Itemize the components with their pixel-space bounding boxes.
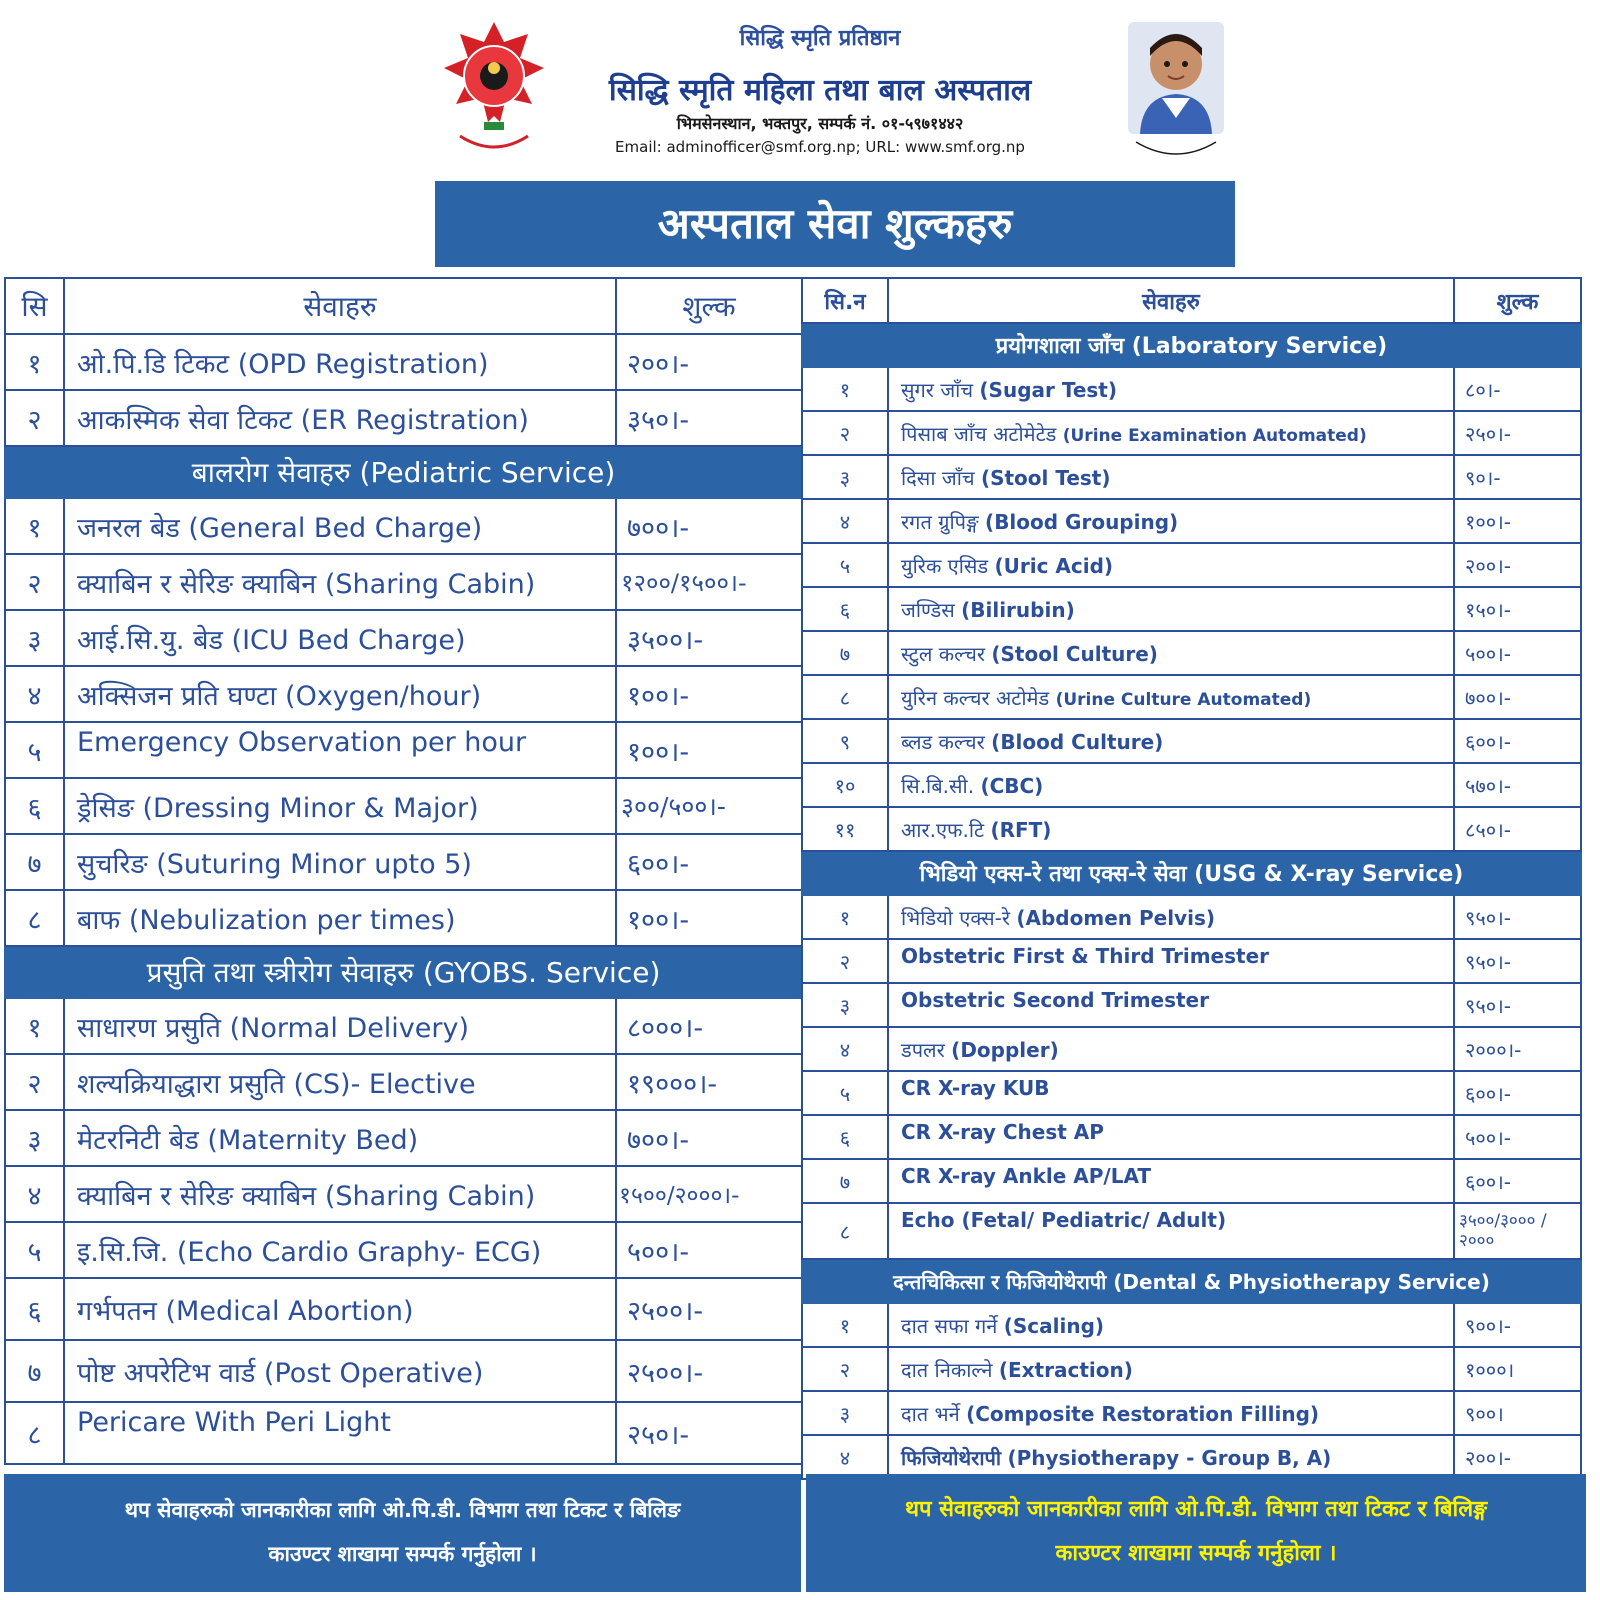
row-sn: ७: [5, 1340, 64, 1402]
table-row: [802, 1347, 1581, 1391]
section-title: प्रसुति तथा स्त्रीरोग सेवाहरु (GYOBS. Service): [5, 946, 802, 998]
row-sn: ९: [802, 719, 888, 763]
row-sn: २: [802, 1347, 888, 1391]
row-service: [888, 499, 1454, 543]
service-name-nepali: आर.एफ.टि: [901, 817, 985, 842]
service-name-english: (Dressing Minor & Major): [142, 792, 479, 824]
row-fee: २००।-: [1454, 543, 1581, 587]
row-fee: १००।-: [616, 666, 802, 722]
table-row: [5, 998, 802, 1054]
service-name-english: CR X-ray Chest AP: [901, 1120, 1104, 1144]
section-title: प्रयोगशाला जाँच (Laboratory Service): [802, 323, 1581, 367]
section-title: बालरोग सेवाहरु (Pediatric Service): [5, 446, 802, 498]
service-name-english: (Blood Grouping): [985, 509, 1179, 534]
row-service: [888, 983, 1454, 1027]
row-service: [888, 543, 1454, 587]
row-service: [64, 498, 616, 554]
row-service: [64, 1110, 616, 1166]
column-header-fee: शुल्क: [1454, 278, 1581, 323]
row-service: [888, 1391, 1454, 1435]
row-service: [888, 1303, 1454, 1347]
column-header-fee: शुल्क: [616, 278, 802, 334]
row-sn: ४: [5, 666, 64, 722]
row-sn: १: [5, 334, 64, 390]
table-row: [802, 719, 1581, 763]
service-name-english: (Sharing Cabin): [324, 1180, 536, 1212]
row-sn: ६: [802, 587, 888, 631]
service-name-english: (Medical Abortion): [165, 1295, 414, 1327]
service-name-english: (Normal Delivery): [229, 1012, 470, 1044]
service-name-english: (ER Registration): [300, 404, 529, 436]
row-sn: १: [802, 367, 888, 411]
row-fee: ३५०।-: [616, 390, 802, 446]
row-sn: ७: [802, 1159, 888, 1203]
service-name-nepali: आकस्मिक सेवा टिकट: [77, 404, 293, 436]
service-name-english: (Abdomen Pelvis): [1016, 905, 1215, 930]
section-header-laboratory: [802, 323, 1581, 367]
row-fee: ९०।-: [1454, 455, 1581, 499]
row-service: [888, 1347, 1454, 1391]
service-name-english: (Sharing Cabin): [324, 568, 536, 600]
row-fee: ६००।-: [616, 834, 802, 890]
row-fee: ९५०।-: [1454, 983, 1581, 1027]
service-name-english: (Scaling): [1003, 1313, 1105, 1338]
table-row: [5, 890, 802, 946]
table-row: [5, 1340, 802, 1402]
row-sn: २: [802, 939, 888, 983]
service-name-nepali: आई.सि.यु. बेड: [77, 624, 223, 656]
section-header-gyobs: [5, 946, 802, 998]
row-fee: १५००/२०००।-: [616, 1166, 802, 1222]
row-service: [888, 411, 1454, 455]
service-name-nepali: दिसा जाँच: [901, 465, 975, 490]
row-sn: ८: [802, 675, 888, 719]
row-fee: ६००।-: [1454, 719, 1581, 763]
table-row: [802, 895, 1581, 939]
service-name-nepali: युरिक एसिड: [901, 553, 989, 578]
row-fee: २५०।-: [1454, 411, 1581, 455]
row-sn: ८: [802, 1203, 888, 1259]
service-name-nepali: ड्रेसिङ: [77, 792, 134, 824]
hospital-name: सिद्धि स्मृति महिला तथा बाल अस्पताल: [608, 73, 1032, 108]
table-row: [5, 1402, 802, 1464]
table-row: [5, 834, 802, 890]
table-header-row: [802, 278, 1581, 323]
service-name-nepali: शल्यक्रियाद्धारा प्रसुति: [77, 1068, 285, 1100]
service-name-nepali: जण्डिस: [901, 597, 955, 622]
service-name-english: (Stool Culture): [991, 641, 1158, 666]
row-fee: २५००।-: [616, 1340, 802, 1402]
row-fee: ९५०।-: [1454, 939, 1581, 983]
table-row: [5, 1110, 802, 1166]
row-service: [888, 1115, 1454, 1159]
service-name-english: (Urine Examination Automated): [1062, 425, 1367, 446]
service-name-english: (Extraction): [998, 1357, 1133, 1382]
row-service: [64, 1166, 616, 1222]
hospital-contact: Email: adminofficer@smf.org.np; URL: www.smf.org.np: [615, 138, 1025, 156]
service-name-english: (OPD Registration): [237, 348, 489, 380]
row-sn: ७: [802, 631, 888, 675]
section-header-pediatric: [5, 446, 802, 498]
service-name-nepali: सि.बि.सी.: [901, 773, 975, 798]
row-sn: १: [802, 1303, 888, 1347]
row-sn: ४: [802, 499, 888, 543]
service-name-nepali: सुगर जाँच: [901, 377, 974, 402]
row-service: [64, 610, 616, 666]
service-name-english: (Nebulization per times): [128, 904, 456, 936]
row-service: [888, 1071, 1454, 1115]
row-fee: २००।-: [616, 334, 802, 390]
row-sn: २: [5, 1054, 64, 1110]
row-fee: ७००।-: [1454, 675, 1581, 719]
column-header-service: सेवाहरु: [888, 278, 1454, 323]
row-fee: ३५००।-: [616, 610, 802, 666]
row-service: [64, 390, 616, 446]
row-service: [64, 778, 616, 834]
service-name-nepali: युरिन कल्चर अटोमेड: [901, 685, 1050, 710]
row-fee: ३००/५००।-: [616, 778, 802, 834]
child-portrait-icon: [1122, 18, 1230, 168]
table-row: [802, 1303, 1581, 1347]
service-name-english: (CBC): [980, 773, 1044, 798]
table-row: [802, 543, 1581, 587]
service-name-nepali: फिजियोथेरापी: [901, 1445, 1002, 1470]
row-service: [888, 587, 1454, 631]
service-name-nepali: ओ.पि.डि टिकट: [77, 348, 230, 380]
table-row: [802, 1027, 1581, 1071]
row-sn: २: [5, 390, 64, 446]
row-sn: २: [802, 411, 888, 455]
service-name-nepali: पिसाब जाँच अटोमेटेड: [901, 421, 1057, 446]
service-name-english: (Composite Restoration Filling): [966, 1401, 1320, 1426]
row-fee: १५०।-: [1454, 587, 1581, 631]
table-row: [5, 1054, 802, 1110]
table-row: [5, 1222, 802, 1278]
lotus-logo-icon: [440, 18, 548, 168]
row-sn: ५: [5, 1222, 64, 1278]
table-row: [802, 1071, 1581, 1115]
row-fee: ८०००।-: [616, 998, 802, 1054]
service-name-nepali: इ.सि.जि.: [77, 1236, 169, 1268]
row-fee: ६००।-: [1454, 1159, 1581, 1203]
section-title: भिडियो एक्स-रे तथा एक्स-रे सेवा (USG & X-ray Service): [802, 851, 1581, 895]
row-sn: ३: [802, 983, 888, 1027]
row-fee: ८०।-: [1454, 367, 1581, 411]
row-sn: ७: [5, 834, 64, 890]
hospital-address: भिमसेनस्थान, भक्तपुर, सम्पर्क नं. ०१-५९७१४४२: [676, 114, 964, 133]
service-name-english: (RFT): [990, 817, 1052, 842]
service-name-english: (Post Operative): [263, 1357, 484, 1389]
service-name-nepali: रगत ग्रुपिङ्ग: [901, 509, 979, 534]
service-name-english: (ICU Bed Charge): [231, 624, 466, 656]
table-row: [802, 675, 1581, 719]
page-header: [0, 0, 1600, 178]
service-name-nepali: अक्सिजन प्रति घण्टा: [77, 680, 277, 712]
service-name-english: CR X-ray Ankle AP/LAT: [901, 1164, 1152, 1188]
service-name-nepali: भिडियो एक्स-रे: [901, 905, 1011, 930]
row-sn: ५: [802, 1071, 888, 1115]
row-sn: ५: [5, 722, 64, 778]
table-row: [5, 498, 802, 554]
row-service: [64, 998, 616, 1054]
service-name-nepali: क्याबिन र सेरिङ क्याबिन: [77, 568, 317, 600]
left-fee-table: [4, 277, 803, 1465]
service-name-nepali: मेटरनिटी बेड: [77, 1124, 199, 1156]
section-title: दन्तचिकित्सा र फिजियोथेरापी (Dental & Physiotherapy Service): [802, 1259, 1581, 1303]
row-fee: १०००।: [1454, 1347, 1581, 1391]
row-service: [888, 675, 1454, 719]
service-name-nepali: सुचरिङ: [77, 848, 148, 880]
service-name-english: (Maternity Bed): [207, 1124, 419, 1156]
row-service: [888, 939, 1454, 983]
row-fee: ९००।-: [1454, 1303, 1581, 1347]
row-fee: १००।-: [1454, 499, 1581, 543]
row-sn: २: [5, 554, 64, 610]
row-service: [64, 666, 616, 722]
service-name-english: (Uric Acid): [994, 553, 1114, 578]
service-name-nepali: डपलर: [901, 1037, 945, 1062]
memorial-photo: [1122, 18, 1230, 168]
table-row: [802, 587, 1581, 631]
row-service: [888, 1027, 1454, 1071]
table-row: [802, 455, 1581, 499]
service-name-english: (Sugar Test): [979, 377, 1117, 402]
row-service: [64, 1402, 616, 1464]
table-row: [802, 807, 1581, 851]
row-service: [888, 367, 1454, 411]
row-sn: १: [5, 498, 64, 554]
row-service: [888, 719, 1454, 763]
service-name-english: Emergency Observation per hour: [77, 727, 527, 758]
row-fee: १९०००।-: [616, 1054, 802, 1110]
row-fee: २५०।-: [616, 1402, 802, 1464]
service-name-english: Obstetric First & Third Trimester: [901, 944, 1269, 968]
table-row: [5, 610, 802, 666]
row-fee: ६००।-: [1454, 1071, 1581, 1115]
table-row: [802, 1391, 1581, 1435]
row-sn: ६: [5, 1278, 64, 1340]
row-service: [888, 1159, 1454, 1203]
service-name-english: (Oxygen/hour): [285, 680, 482, 712]
row-sn: ८: [5, 1402, 64, 1464]
row-sn: ५: [802, 543, 888, 587]
row-service: [888, 763, 1454, 807]
row-service: [888, 1203, 1454, 1259]
table-row: [802, 631, 1581, 675]
table-row: [5, 1278, 802, 1340]
row-service: [64, 890, 616, 946]
table-row: [802, 1115, 1581, 1159]
service-name-english: (CS)- Elective: [293, 1068, 476, 1100]
service-name-english: (Bilirubin): [961, 597, 1075, 622]
table-row: [802, 983, 1581, 1027]
column-header-sn: सि: [5, 278, 64, 334]
row-fee: ९५०।-: [1454, 895, 1581, 939]
service-name-english: Pericare With Peri Light: [77, 1407, 392, 1438]
footer-line-1: थप सेवाहरुको जानकारीका लागि ओ.पि.डी. विभाग तथा टिकट र बिलिङ: [124, 1498, 681, 1522]
row-service: [888, 455, 1454, 499]
row-fee: ५७०।-: [1454, 763, 1581, 807]
table-row: [802, 499, 1581, 543]
service-name-nepali: दात भर्ने: [901, 1401, 960, 1426]
row-sn: ३: [802, 1391, 888, 1435]
row-sn: ११: [802, 807, 888, 851]
row-sn: ३: [5, 1110, 64, 1166]
row-fee: ५००।-: [616, 1222, 802, 1278]
table-row: [5, 390, 802, 446]
row-fee: ८५०।-: [1454, 807, 1581, 851]
row-fee: २५००।-: [616, 1278, 802, 1340]
footer-line-1: थप सेवाहरुको जानकारीका लागि ओ.पि.डी. विभाग तथा टिकट र बिलिङ्ग: [904, 1497, 1488, 1522]
row-service: [64, 1222, 616, 1278]
footer-line-2: काउण्टर शाखामा सम्पर्क गर्नुहोला ।: [268, 1542, 537, 1566]
column-header-service: सेवाहरु: [64, 278, 616, 334]
row-sn: ८: [5, 890, 64, 946]
row-service: [64, 722, 616, 778]
table-row: [5, 778, 802, 834]
service-name-english: (Echo Cardio Graphy- ECG): [176, 1236, 542, 1268]
row-service: [64, 1340, 616, 1402]
table-row: [802, 1435, 1581, 1479]
row-sn: १०: [802, 763, 888, 807]
row-sn: ४: [802, 1435, 888, 1479]
row-service: [64, 334, 616, 390]
section-header-usg-xray: [802, 851, 1581, 895]
row-service: [64, 1278, 616, 1340]
row-fee: ५००।-: [1454, 1115, 1581, 1159]
service-name-english: (Physiotherapy - Group B, A): [1007, 1445, 1332, 1470]
service-name-nepali: पोष्ट अपरेटिभ वार्ड: [77, 1357, 256, 1389]
row-sn: ६: [5, 778, 64, 834]
row-fee: १००।-: [616, 722, 802, 778]
table-row: [5, 334, 802, 390]
row-fee: ३५००/३००० /२०००: [1454, 1203, 1581, 1259]
service-name-nepali: स्टुल कल्चर: [901, 641, 986, 666]
row-service: [888, 1435, 1454, 1479]
service-name-nepali: दात निकाल्ने: [901, 1357, 993, 1382]
table-row: [5, 666, 802, 722]
foundation-logo: [440, 18, 548, 168]
table-row: [802, 763, 1581, 807]
service-name-nepali: क्याबिन र सेरिङ क्याबिन: [77, 1180, 317, 1212]
table-row: [5, 554, 802, 610]
table-row: [5, 722, 802, 778]
page-title: अस्पताल सेवा शुल्कहरु: [435, 181, 1235, 267]
row-fee: ५००।-: [1454, 631, 1581, 675]
section-header-dental-physio: [802, 1259, 1581, 1303]
row-fee: १००।-: [616, 890, 802, 946]
service-name-english: Echo (Fetal/ Pediatric/ Adult): [901, 1208, 1227, 1232]
row-fee: ९००।: [1454, 1391, 1581, 1435]
service-name-english: (General Bed Charge): [188, 512, 483, 544]
row-fee: २००।-: [1454, 1435, 1581, 1479]
row-fee: ७००।-: [616, 1110, 802, 1166]
service-name-english: (Stool Test): [980, 465, 1111, 490]
service-name-english: (Blood Culture): [991, 729, 1164, 754]
footer-notice-left: [4, 1474, 801, 1592]
row-service: [888, 807, 1454, 851]
service-name-nepali: ब्लड कल्चर: [901, 729, 985, 754]
table-row: [5, 1166, 802, 1222]
row-sn: ३: [802, 455, 888, 499]
row-service: [64, 834, 616, 890]
service-name-english: (Doppler): [951, 1037, 1059, 1062]
service-name-english: (Urine Culture Automated): [1055, 689, 1312, 710]
row-fee: ७००।-: [616, 498, 802, 554]
row-sn: १: [5, 998, 64, 1054]
row-sn: ६: [802, 1115, 888, 1159]
service-name-english: (Suturing Minor upto 5): [156, 848, 472, 880]
table-header-row: [5, 278, 802, 334]
table-row: [802, 367, 1581, 411]
service-name-nepali: गर्भपतन: [77, 1295, 157, 1327]
service-name-nepali: बाफ: [77, 904, 121, 936]
footer-line-2: काउण्टर शाखामा सम्पर्क गर्नुहोला ।: [1055, 1541, 1337, 1566]
column-header-sn: सि.न: [802, 278, 888, 323]
row-service: [64, 554, 616, 610]
row-service: [64, 1054, 616, 1110]
row-sn: ३: [5, 610, 64, 666]
row-sn: १: [802, 895, 888, 939]
row-fee: २०००।-: [1454, 1027, 1581, 1071]
service-name-nepali: साधारण प्रसुति: [77, 1012, 221, 1044]
footer-notice-right: [806, 1474, 1586, 1592]
service-name-nepali: जनरल बेड: [77, 512, 180, 544]
table-row: [802, 939, 1581, 983]
table-row: [802, 411, 1581, 455]
row-fee: १२००/१५००।-: [616, 554, 802, 610]
row-sn: ४: [802, 1027, 888, 1071]
row-service: [888, 895, 1454, 939]
table-row: [802, 1159, 1581, 1203]
service-name-english: CR X-ray KUB: [901, 1076, 1050, 1100]
service-name-english: Obstetric Second Trimester: [901, 988, 1209, 1012]
table-row: [802, 1203, 1581, 1259]
foundation-name: सिद्धि स्मृति प्रतिष्ठान: [739, 26, 901, 51]
service-name-nepali: दात सफा गर्ने: [901, 1313, 998, 1338]
row-sn: ४: [5, 1166, 64, 1222]
right-fee-table: [801, 277, 1582, 1480]
row-service: [888, 631, 1454, 675]
